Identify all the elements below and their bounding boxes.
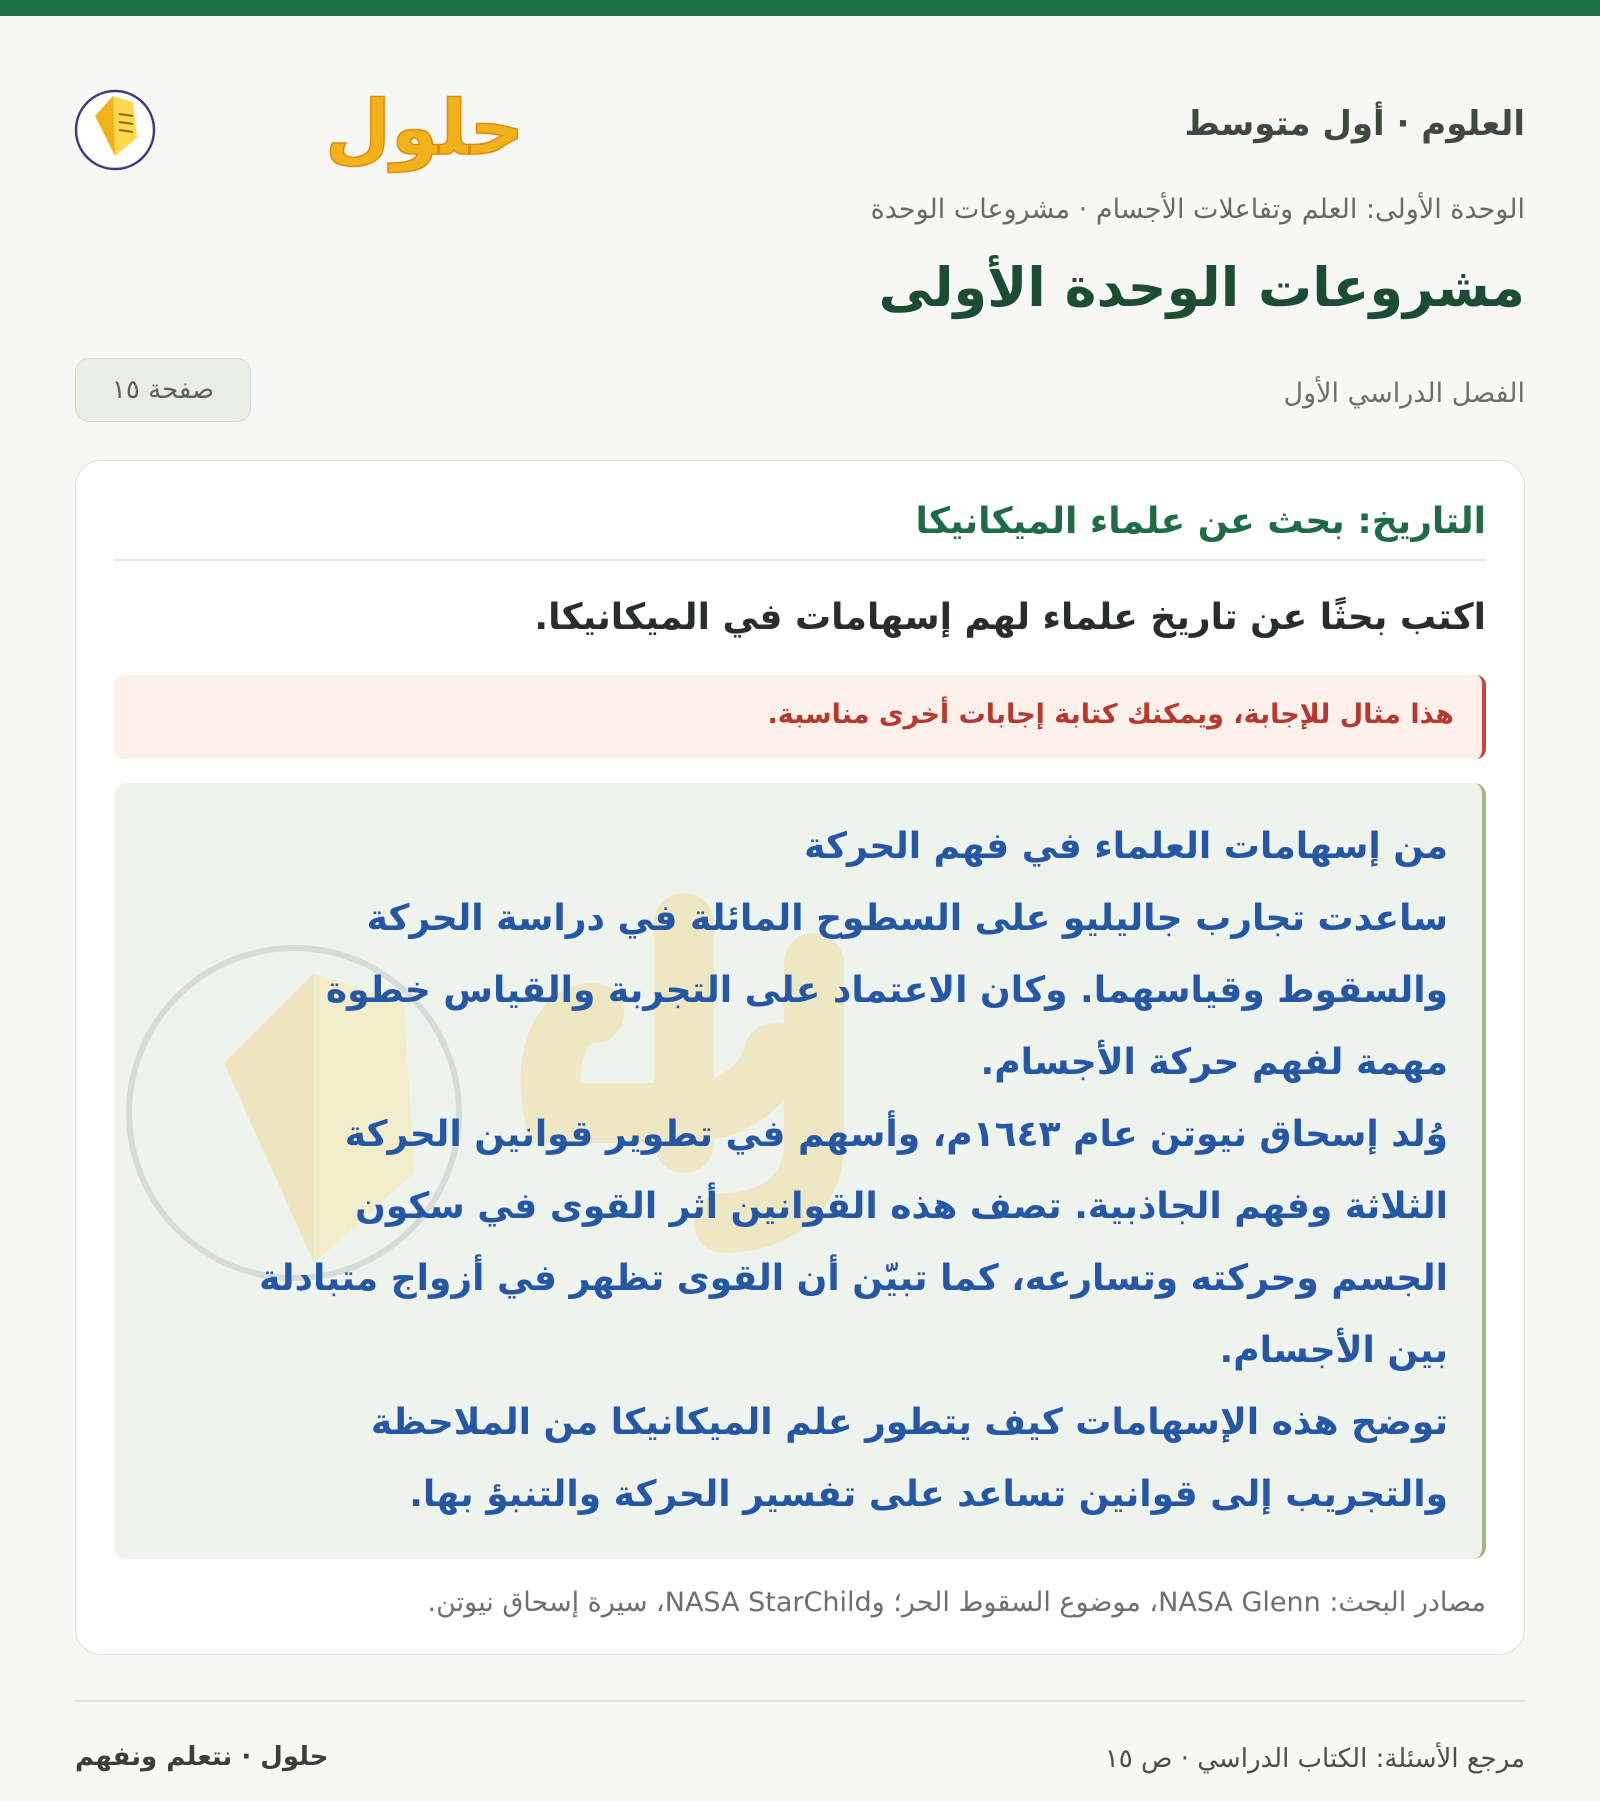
answer-line: والتجريب إلى قوانين تساعد على تفسير الحركة والتنبؤ بها. xyxy=(409,1474,1448,1515)
card-title: التاريخ: بحث عن علماء الميكانيكا xyxy=(915,501,1486,542)
answer-line: الثلاثة وفهم الجاذبية. تصف هذه القوانين أثر القوى في سكون xyxy=(355,1186,1448,1227)
answer-line: ساعدت تجارب جاليليو على السطوح المائلة في دراسة الحركة xyxy=(366,898,1448,939)
answer-box xyxy=(114,783,1486,1559)
page xyxy=(75,16,1525,1801)
answer-line: الجسم وحركته وتسارعه، كما تبيّن أن القوى تظهر في أزواج متبادلة xyxy=(259,1258,1448,1299)
subject-title: العلوم · أول متوسط xyxy=(1184,104,1525,144)
top-accent-bar xyxy=(0,0,1600,16)
card-divider xyxy=(114,559,1486,561)
answer-note xyxy=(114,675,1486,759)
answer-line: توضح هذه الإسهامات كيف يتطور علم الميكانيكا من الملاحظة xyxy=(370,1402,1448,1443)
page-number-badge: صفحة ١٥ xyxy=(75,358,251,422)
answer-body xyxy=(158,811,1448,1531)
project-card xyxy=(75,460,1525,1655)
footer-brand: حلول · نتعلم ونفهم xyxy=(75,1742,329,1772)
answer-line: مهمة لفهم حركة الأجسام. xyxy=(980,1042,1448,1083)
answer-line: من إسهامات العلماء في فهم الحركة xyxy=(804,826,1448,867)
answer-note-text: هذا مثال للإجابة، ويمكنك كتابة إجابات أخرى مناسبة. xyxy=(767,699,1454,730)
answer-line: والسقوط وقياسهما. وكان الاعتماد على التجربة والقياس خطوة xyxy=(325,970,1448,1011)
question-prompt: اكتب بحثًا عن تاريخ علماء لهم إسهامات في الميكانيكا. xyxy=(534,597,1486,638)
page-title: مشروعات الوحدة الأولى xyxy=(878,256,1525,319)
header xyxy=(75,52,1525,172)
research-sources: مصادر البحث: NASA Glenn، موضوع السقوط الحر؛ وNASA StarChild، سيرة إسحاق نيوتن. xyxy=(427,1587,1486,1618)
logo-wordmark: حلول xyxy=(325,83,525,172)
footer-divider xyxy=(75,1700,1525,1702)
hulool-logo[interactable] xyxy=(75,68,525,172)
answer-line: وُلد إسحاق نيوتن عام ١٦٤٣م، وأسهم في تطوير قوانين الحركة xyxy=(344,1114,1448,1155)
footer-reference: مرجع الأسئلة: الكتاب الدراسي · ص ١٥ xyxy=(1104,1744,1525,1774)
breadcrumb: الوحدة الأولى: العلم وتفاعلات الأجسام · مشروعات الوحدة xyxy=(870,194,1525,225)
answer-line: بين الأجسام. xyxy=(1219,1330,1448,1371)
semester-label: الفصل الدراسي الأول xyxy=(1283,378,1525,409)
